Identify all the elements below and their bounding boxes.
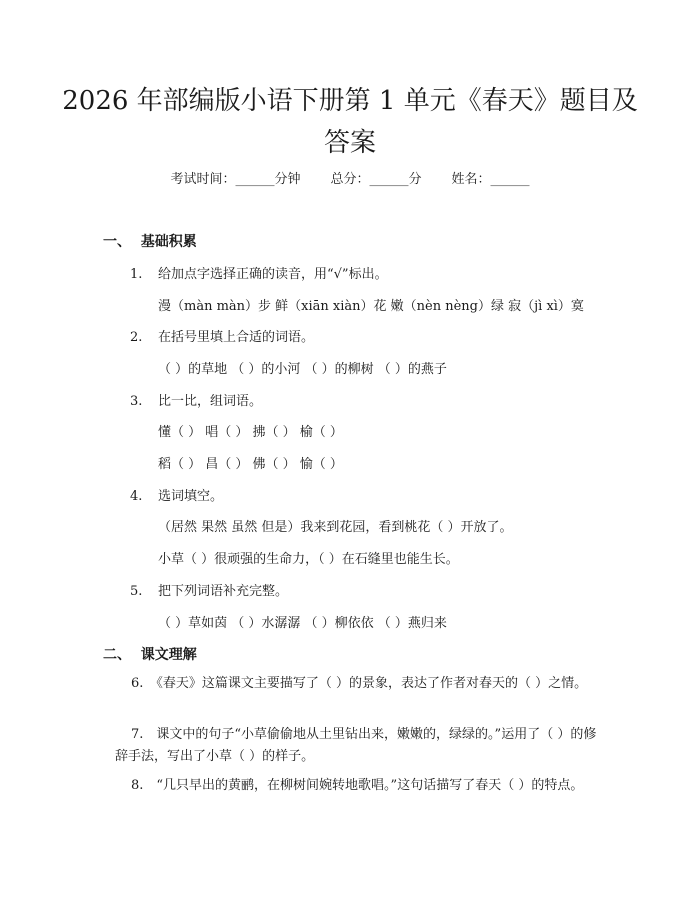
- question-3: 3. 比一比，组词语。: [130, 394, 263, 409]
- exam-info-line: [0, 168, 700, 187]
- question-1-options: 漫（màn màn）步 鲜（xiān xiàn）花 嫩（nèn nèng）绿 寂（jì xì）寞: [158, 299, 584, 314]
- total-score: 总分：______分: [330, 172, 422, 187]
- question-8: 8. “几只早出的黄鹂，在柳树间婉转地歌唱。”这句话描写了春天（ ）的特点。: [131, 778, 584, 793]
- question-3-row-2: 稻（ ） 昌（ ） 佛（ ） 愉（ ）: [158, 457, 343, 472]
- question-4-sentence-2: 小草（ ）很顽强的生命力，（ ）在石缝里也能生长。: [158, 552, 459, 567]
- question-7: 7. 课文中的句子“小草偷偷地从土里钻出来，嫩嫩的，绿绿的。”运用了（ ）的修辞手法，写出了小草（ ）的样子。: [115, 727, 597, 764]
- document-title: 2026 年部编版小语下册第 1 单元《春天》题目及答案: [62, 86, 638, 158]
- question-1: 1. 给加点字选择正确的读音，用“√”标出。: [130, 267, 388, 282]
- question-2-blanks: （ ）的草地 （ ）的小河 （ ）的柳树 （ ）的燕子: [158, 362, 447, 377]
- question-4-sentence-1: （居然 果然 虽然 但是）我来到花园，看到桃花（ ）开放了。: [158, 520, 513, 535]
- question-2: 2. 在括号里填上合适的词语。: [130, 330, 315, 345]
- question-5: 5. 把下列词语补充完整。: [130, 584, 289, 599]
- student-name: 姓名：______: [451, 172, 530, 187]
- question-6: 6. 《春天》这篇课文主要描写了（ ）的景象，表达了作者对春天的（ ）之情。: [131, 676, 588, 691]
- question-3-row-1: 懂（ ） 唱（ ） 拂（ ） 榆（ ）: [158, 425, 343, 440]
- question-4: 4. 选词填空。: [130, 489, 224, 504]
- section-heading-comprehension: 二、 课文理解: [103, 647, 197, 663]
- section-heading-basics: 一、 基础积累: [103, 234, 197, 250]
- question-5-blanks: （ ）草如茵 （ ）水潺潺 （ ）柳依依 （ ）燕归来: [158, 616, 447, 631]
- exam-time: 考试时间：______分钟: [170, 172, 301, 187]
